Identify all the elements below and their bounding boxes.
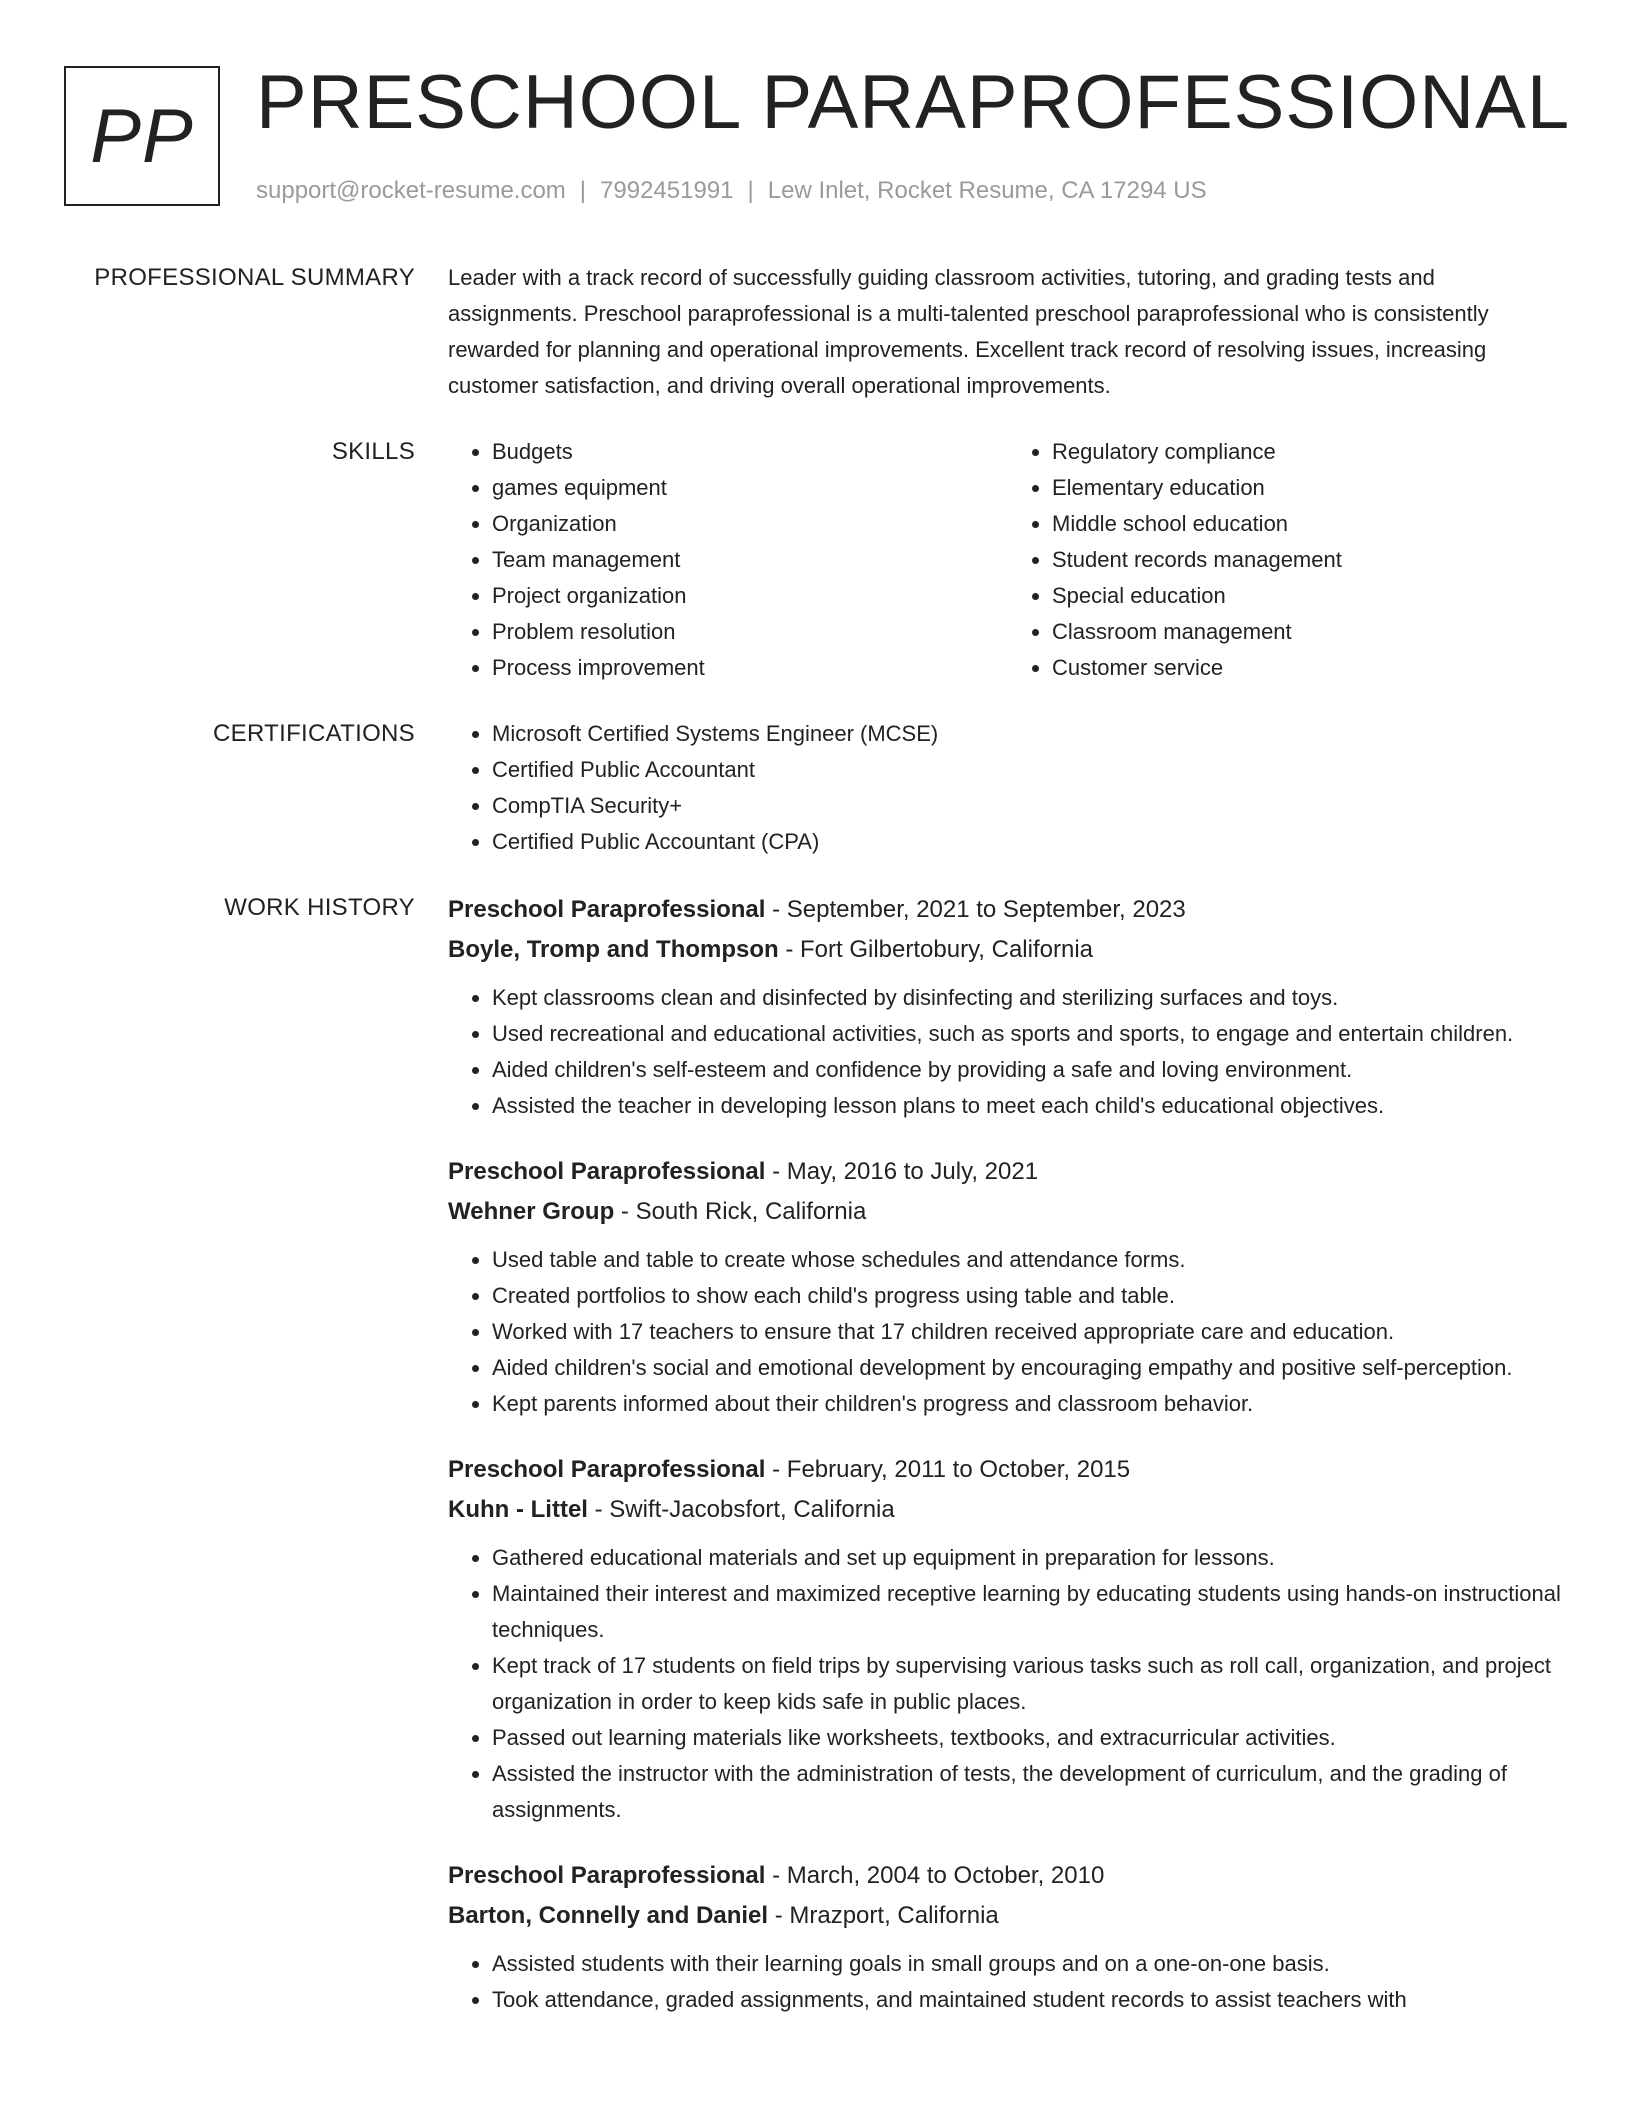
contact-email: support@rocket-resume.com	[256, 177, 566, 204]
job-entry	[448, 1450, 1568, 1828]
skills-list-right	[1008, 434, 1568, 686]
certification-item: • Microsoft Certified Systems Engineer (MCSE)	[492, 716, 1568, 752]
certification-item: • Certified Public Accountant (CPA)	[492, 824, 1568, 860]
monogram-box	[64, 66, 220, 206]
job-bullet: • Aided children's self-esteem and confidence by providing a safe and loving environment.	[492, 1052, 1568, 1088]
contact-phone: 7992451991	[600, 177, 734, 204]
job-company: Barton, Connelly and Daniel	[448, 1902, 769, 1929]
skill-item: • Organization	[492, 506, 1008, 542]
skill-item: • Customer service	[1052, 650, 1568, 686]
skill-item: • Project organization	[492, 578, 1008, 614]
job-bullets	[448, 1242, 1568, 1422]
certifications-body	[448, 716, 1568, 860]
job-bullets	[448, 980, 1568, 1124]
certification-item: • CompTIA Security+	[492, 788, 1568, 824]
job-bullet: • Took attendance, graded assignments, and maintained student records to assist teachers with	[492, 1982, 1568, 2018]
skill-item: • games equipment	[492, 470, 1008, 506]
certifications-section	[0, 716, 1632, 860]
job-bullet: • Gathered educational materials and set up equipment in preparation for lessons.	[492, 1540, 1568, 1576]
job-location: - Mrazport, California	[768, 1902, 999, 1929]
job-location: - South Rick, California	[614, 1198, 867, 1225]
skill-item: • Team management	[492, 542, 1008, 578]
job-entry	[448, 890, 1568, 1124]
monogram-initials: PP	[90, 93, 194, 179]
job-company-line	[448, 1192, 1568, 1232]
job-bullet: • Worked with 17 teachers to ensure that 17 children received appropriate care and education.	[492, 1314, 1568, 1350]
job-bullet: • Created portfolios to show each child's progress using table and table.	[492, 1278, 1568, 1314]
job-company-line	[448, 1896, 1568, 1936]
job-bullet: • Passed out learning materials like worksheets, textbooks, and extracurricular activities.	[492, 1720, 1568, 1756]
job-title-line	[448, 1856, 1568, 1896]
section-title-certifications: CERTIFICATIONS	[213, 720, 415, 747]
section-title-skills: SKILLS	[331, 438, 415, 465]
job-role: Preschool Paraprofessional	[448, 1862, 766, 1889]
job-role: Preschool Paraprofessional	[448, 896, 766, 923]
skills-body	[448, 434, 1568, 686]
skill-item: • Regulatory compliance	[1052, 434, 1568, 470]
job-bullets	[448, 1946, 1568, 2018]
job-title-line	[448, 1152, 1568, 1192]
job-bullets	[448, 1540, 1568, 1828]
skill-item: • Student records management	[1052, 542, 1568, 578]
resume-name: PRESCHOOL PARAPROFESSIONAL	[256, 60, 1571, 145]
summary-text: Leader with a track record of successfully guiding classroom activities, tutoring, and grading tests and assignments. Preschool paraprofessional is a multi-talented preschool paraprofessional who is consistently rewarded for planning and operational improvements. Excellent track record of resolving issues, increasing customer satisfaction, and driving overall operational improvements.	[448, 265, 1489, 398]
job-bullet: • Kept parents informed about their children's progress and classroom behavior.	[492, 1386, 1568, 1422]
job-role: Preschool Paraprofessional	[448, 1158, 766, 1185]
job-bullet: • Used table and table to create whose schedules and attendance forms.	[492, 1242, 1568, 1278]
job-title-line	[448, 1450, 1568, 1490]
job-dates: - February, 2011 to October, 2015	[765, 1456, 1131, 1483]
skill-item: • Elementary education	[1052, 470, 1568, 506]
job-dates: - May, 2016 to July, 2021	[765, 1158, 1039, 1185]
contact-separator: |	[579, 177, 587, 204]
summary-section	[0, 260, 1632, 404]
job-bullet: • Used recreational and educational activities, such as sports and sports, to engage and entertain children.	[492, 1016, 1568, 1052]
skill-item: • Middle school education	[1052, 506, 1568, 542]
job-title-line	[448, 890, 1568, 930]
skill-item: • Problem resolution	[492, 614, 1008, 650]
job-bullet: • Maintained their interest and maximized receptive learning by educating students using hands-on instructional techniques.	[492, 1576, 1568, 1648]
resume-content	[0, 260, 1632, 2076]
job-bullet: • Assisted the instructor with the administration of tests, the development of curriculum, and the grading of assignments.	[492, 1756, 1568, 1828]
job-location: - Fort Gilbertobury, California	[778, 936, 1094, 963]
contact-separator: |	[747, 177, 754, 204]
contact-address: Lew Inlet, Rocket Resume, CA 17294 US	[767, 177, 1207, 204]
job-company-line	[448, 930, 1568, 970]
job-entry	[448, 1856, 1568, 2018]
job-entry	[448, 1152, 1568, 1422]
job-bullet: • Kept classrooms clean and disinfected by disinfecting and sterilizing surfaces and toys.	[492, 980, 1568, 1016]
job-company-line	[448, 1490, 1568, 1530]
job-company: Kuhn - Littel	[448, 1496, 588, 1523]
work-history-body	[448, 890, 1568, 2046]
job-dates: - September, 2021 to September, 2023	[765, 896, 1186, 923]
section-title-summary: PROFESSIONAL SUMMARY	[94, 264, 415, 291]
summary-body	[448, 260, 1568, 404]
job-company: Boyle, Tromp and Thompson	[448, 936, 779, 963]
skills-section	[0, 434, 1632, 686]
job-bullet: • Assisted students with their learning goals in small groups and on a one-on-one basis.	[492, 1946, 1568, 1982]
skill-item: • Budgets	[492, 434, 1008, 470]
skill-item: • Process improvement	[492, 650, 1008, 686]
job-dates: - March, 2004 to October, 2010	[765, 1862, 1105, 1889]
contact-line	[256, 176, 1207, 206]
job-location: - Swift-Jacobsfort, California	[587, 1496, 895, 1523]
skill-item: • Special education	[1052, 578, 1568, 614]
skills-list-left	[448, 434, 1008, 686]
job-company: Wehner Group	[448, 1198, 615, 1225]
job-bullet: • Aided children's social and emotional development by encouraging empathy and positive self-perception.	[492, 1350, 1568, 1386]
certifications-list	[448, 716, 1568, 860]
job-bullet: • Kept track of 17 students on field trips by supervising various tasks such as roll call, organization, and project organization in order to keep kids safe in public places.	[492, 1648, 1568, 1720]
work-history-section	[0, 890, 1632, 2046]
job-bullet: • Assisted the teacher in developing lesson plans to meet each child's educational objectives.	[492, 1088, 1568, 1124]
section-title-work-history: WORK HISTORY	[224, 894, 415, 921]
skill-item: • Classroom management	[1052, 614, 1568, 650]
certification-item: • Certified Public Accountant	[492, 752, 1568, 788]
job-role: Preschool Paraprofessional	[448, 1456, 766, 1483]
